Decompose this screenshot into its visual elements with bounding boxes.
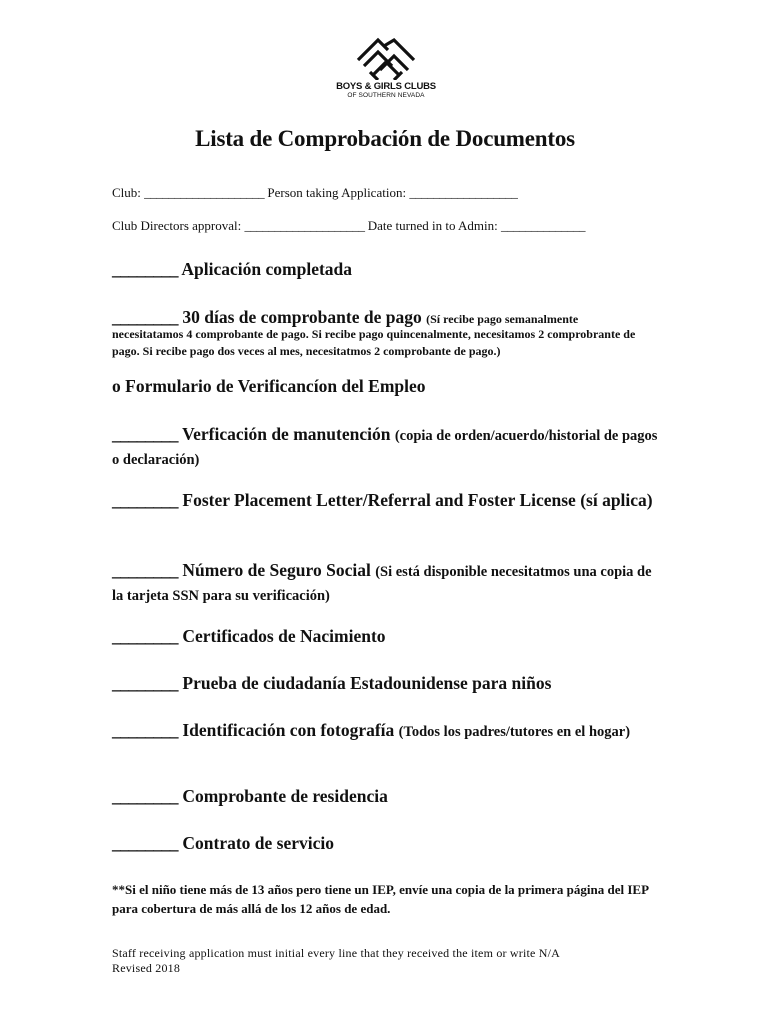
checklist-item-label: Aplicación completada (181, 259, 353, 279)
page-title: Lista de Comprobación de Documentos (195, 126, 575, 151)
checklist-blank[interactable]: ________ (112, 560, 178, 580)
organization-logo (325, 36, 447, 106)
person-taking-application-label: Person taking Application: (267, 185, 407, 200)
checklist-item-label: Número de Seguro Social (182, 560, 371, 580)
logo-name: BOYS & GIRLS CLUBS (336, 81, 436, 92)
checklist-item-residence (112, 785, 660, 807)
checklist-item-note: (Todos los padres/tutores en el hogar) (398, 724, 631, 740)
checklist-item-citizenship (112, 672, 660, 694)
club-directors-approval-label: Club Directors approval: (112, 218, 242, 233)
checklist-item-label: Identificación con fotografía (182, 720, 395, 740)
checklist-blank[interactable]: ________ (112, 424, 178, 444)
person-taking-application-field[interactable]: __________________ (409, 185, 518, 200)
checklist-blank[interactable]: ________ (112, 720, 178, 740)
checklist-blank[interactable]: ________ (112, 259, 178, 279)
checklist-item-note: (Sí recibe pago semanalmente (426, 312, 579, 326)
checklist-item-label: Prueba de ciudadanía Estadounidense para niños (182, 673, 552, 693)
checklist-item-label: Contrato de servicio (182, 833, 335, 853)
club-label: Club: (112, 185, 141, 200)
checklist-blank[interactable]: ________ (112, 307, 178, 327)
pay-stubs-note-block: necesitatamos 4 comprobante de pago. Si recibe pago quincenalmente, necesitamos 2 comprobrante de pago. Si recibe pago dos veces al mes, necesitatmos 2 comprobante de pago.) (112, 327, 636, 358)
club-line (112, 185, 517, 201)
staff-note: Staff receiving application must initial every line that they received the item or write N/A (112, 946, 561, 960)
checklist-item-service-contract (112, 832, 660, 854)
checklist-item-label: o Formulario de Verificancíon del Empleo (112, 376, 426, 396)
checklist-blank[interactable]: ________ (112, 833, 178, 853)
logo-subname: OF SOUTHERN NEVADA (347, 92, 425, 99)
date-turned-in-label: Date turned in to Admin: (367, 218, 498, 233)
checklist-item-note: (copia de orden/acuerdo/historial de pagos o declaración) (112, 428, 658, 468)
directors-line (112, 218, 585, 234)
staff-instructions (112, 946, 560, 976)
checklist-item-label: 30 días de comprobante de pago (182, 307, 422, 327)
checklist-item-label: Certificados de Nacimiento (182, 626, 386, 646)
checklist-item-employment-form (112, 375, 660, 397)
checklist-item-note: (Si está disponible necesitatmos una copia de la tarjeta SSN para su verificación) (112, 564, 652, 604)
checklist-item-label: Comprobante de residencia (182, 786, 388, 806)
checklist-item-birth-certificates (112, 625, 660, 647)
checklist-item-application (112, 258, 660, 280)
checklist-blank[interactable]: ________ (112, 673, 178, 693)
checklist-item-label: Foster Placement Letter/Referral and Foster License (sí aplica) (182, 490, 653, 510)
checklist-blank[interactable]: ________ (112, 786, 178, 806)
checklist-item-label: Verficación de manutención (182, 424, 391, 444)
club-directors-approval-field[interactable]: ____________________ (244, 218, 365, 233)
checklist-item-foster (112, 489, 660, 511)
revised-date: Revised 2018 (112, 961, 181, 975)
club-field[interactable]: ____________________ (144, 185, 265, 200)
checklist-item-ssn (112, 559, 660, 607)
checklist-blank[interactable]: ________ (112, 490, 178, 510)
checklist-item-photo-id (112, 719, 660, 743)
iep-footnote: **Si el niño tiene más de 13 años pero tiene un IEP, envíe una copia de la primera página del IEP para cobertura de más allá de los 12 años de edad. (112, 882, 649, 916)
checklist-item-child-support (112, 423, 660, 471)
checklist-blank[interactable]: ________ (112, 626, 178, 646)
boys-girls-clubs-logo-icon (354, 36, 418, 80)
date-turned-in-field[interactable]: ______________ (500, 218, 585, 233)
